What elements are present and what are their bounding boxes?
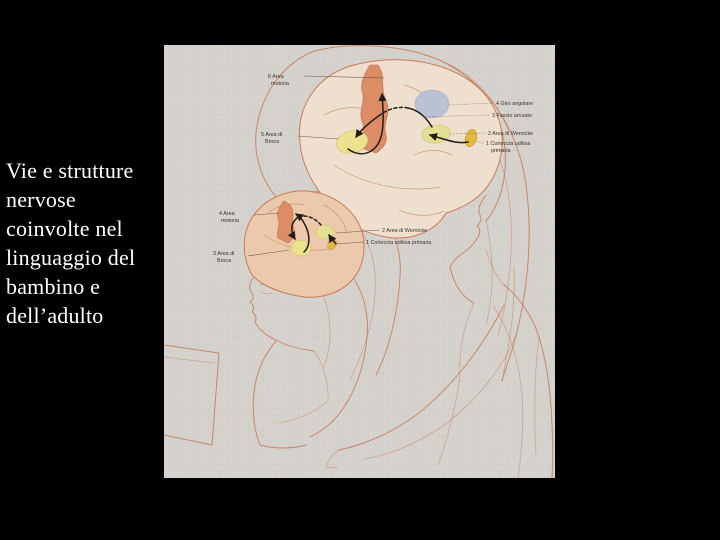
title-line: Vie e strutture: [6, 158, 134, 183]
adult-label-area-motoria: 6 Area: [268, 74, 284, 80]
child-label-corteccia-uditiva: 1 Corteccia uditiva primaria: [366, 240, 432, 246]
adult-label-giro-angolare: 4 Giro angolare: [496, 101, 534, 107]
illustration-panel: [164, 45, 555, 478]
adult-label-area-motoria: motoria: [271, 81, 289, 87]
adult-label-area-di-broca: 5 Area di: [261, 132, 283, 138]
child-label-area-motoria: motoria: [221, 218, 239, 224]
title-line: linguaggio del: [6, 245, 136, 270]
slide-title: [6, 156, 166, 330]
child-label-area-di-broca: 3 Area di: [213, 251, 235, 257]
adult-label-corteccia-uditiva: 1 Corteccia uditiva: [486, 141, 531, 147]
title-line: nervose: [6, 187, 76, 212]
child-label-area-di-broca: Broca: [217, 258, 232, 264]
title-line: bambino e: [6, 274, 101, 299]
adult-label-area-di-broca: Broca: [265, 139, 280, 145]
child-label-area-motoria: 4 Area: [219, 211, 235, 217]
adult-label-corteccia-uditiva: primaria: [491, 148, 511, 154]
adult-label-area-di-wernicke: 2 Area di Wernicke: [488, 131, 534, 137]
child-label-area-di-wernicke: 2 Area di Wernicke: [382, 228, 428, 234]
anatomy-figure: [164, 45, 555, 478]
title-line: coinvolte nel: [6, 216, 123, 241]
title-line: dell’adulto: [6, 303, 104, 328]
child-brain: [244, 191, 364, 297]
adult-label-fascio-arcuato: 3 Fascio arcuato: [492, 113, 532, 119]
